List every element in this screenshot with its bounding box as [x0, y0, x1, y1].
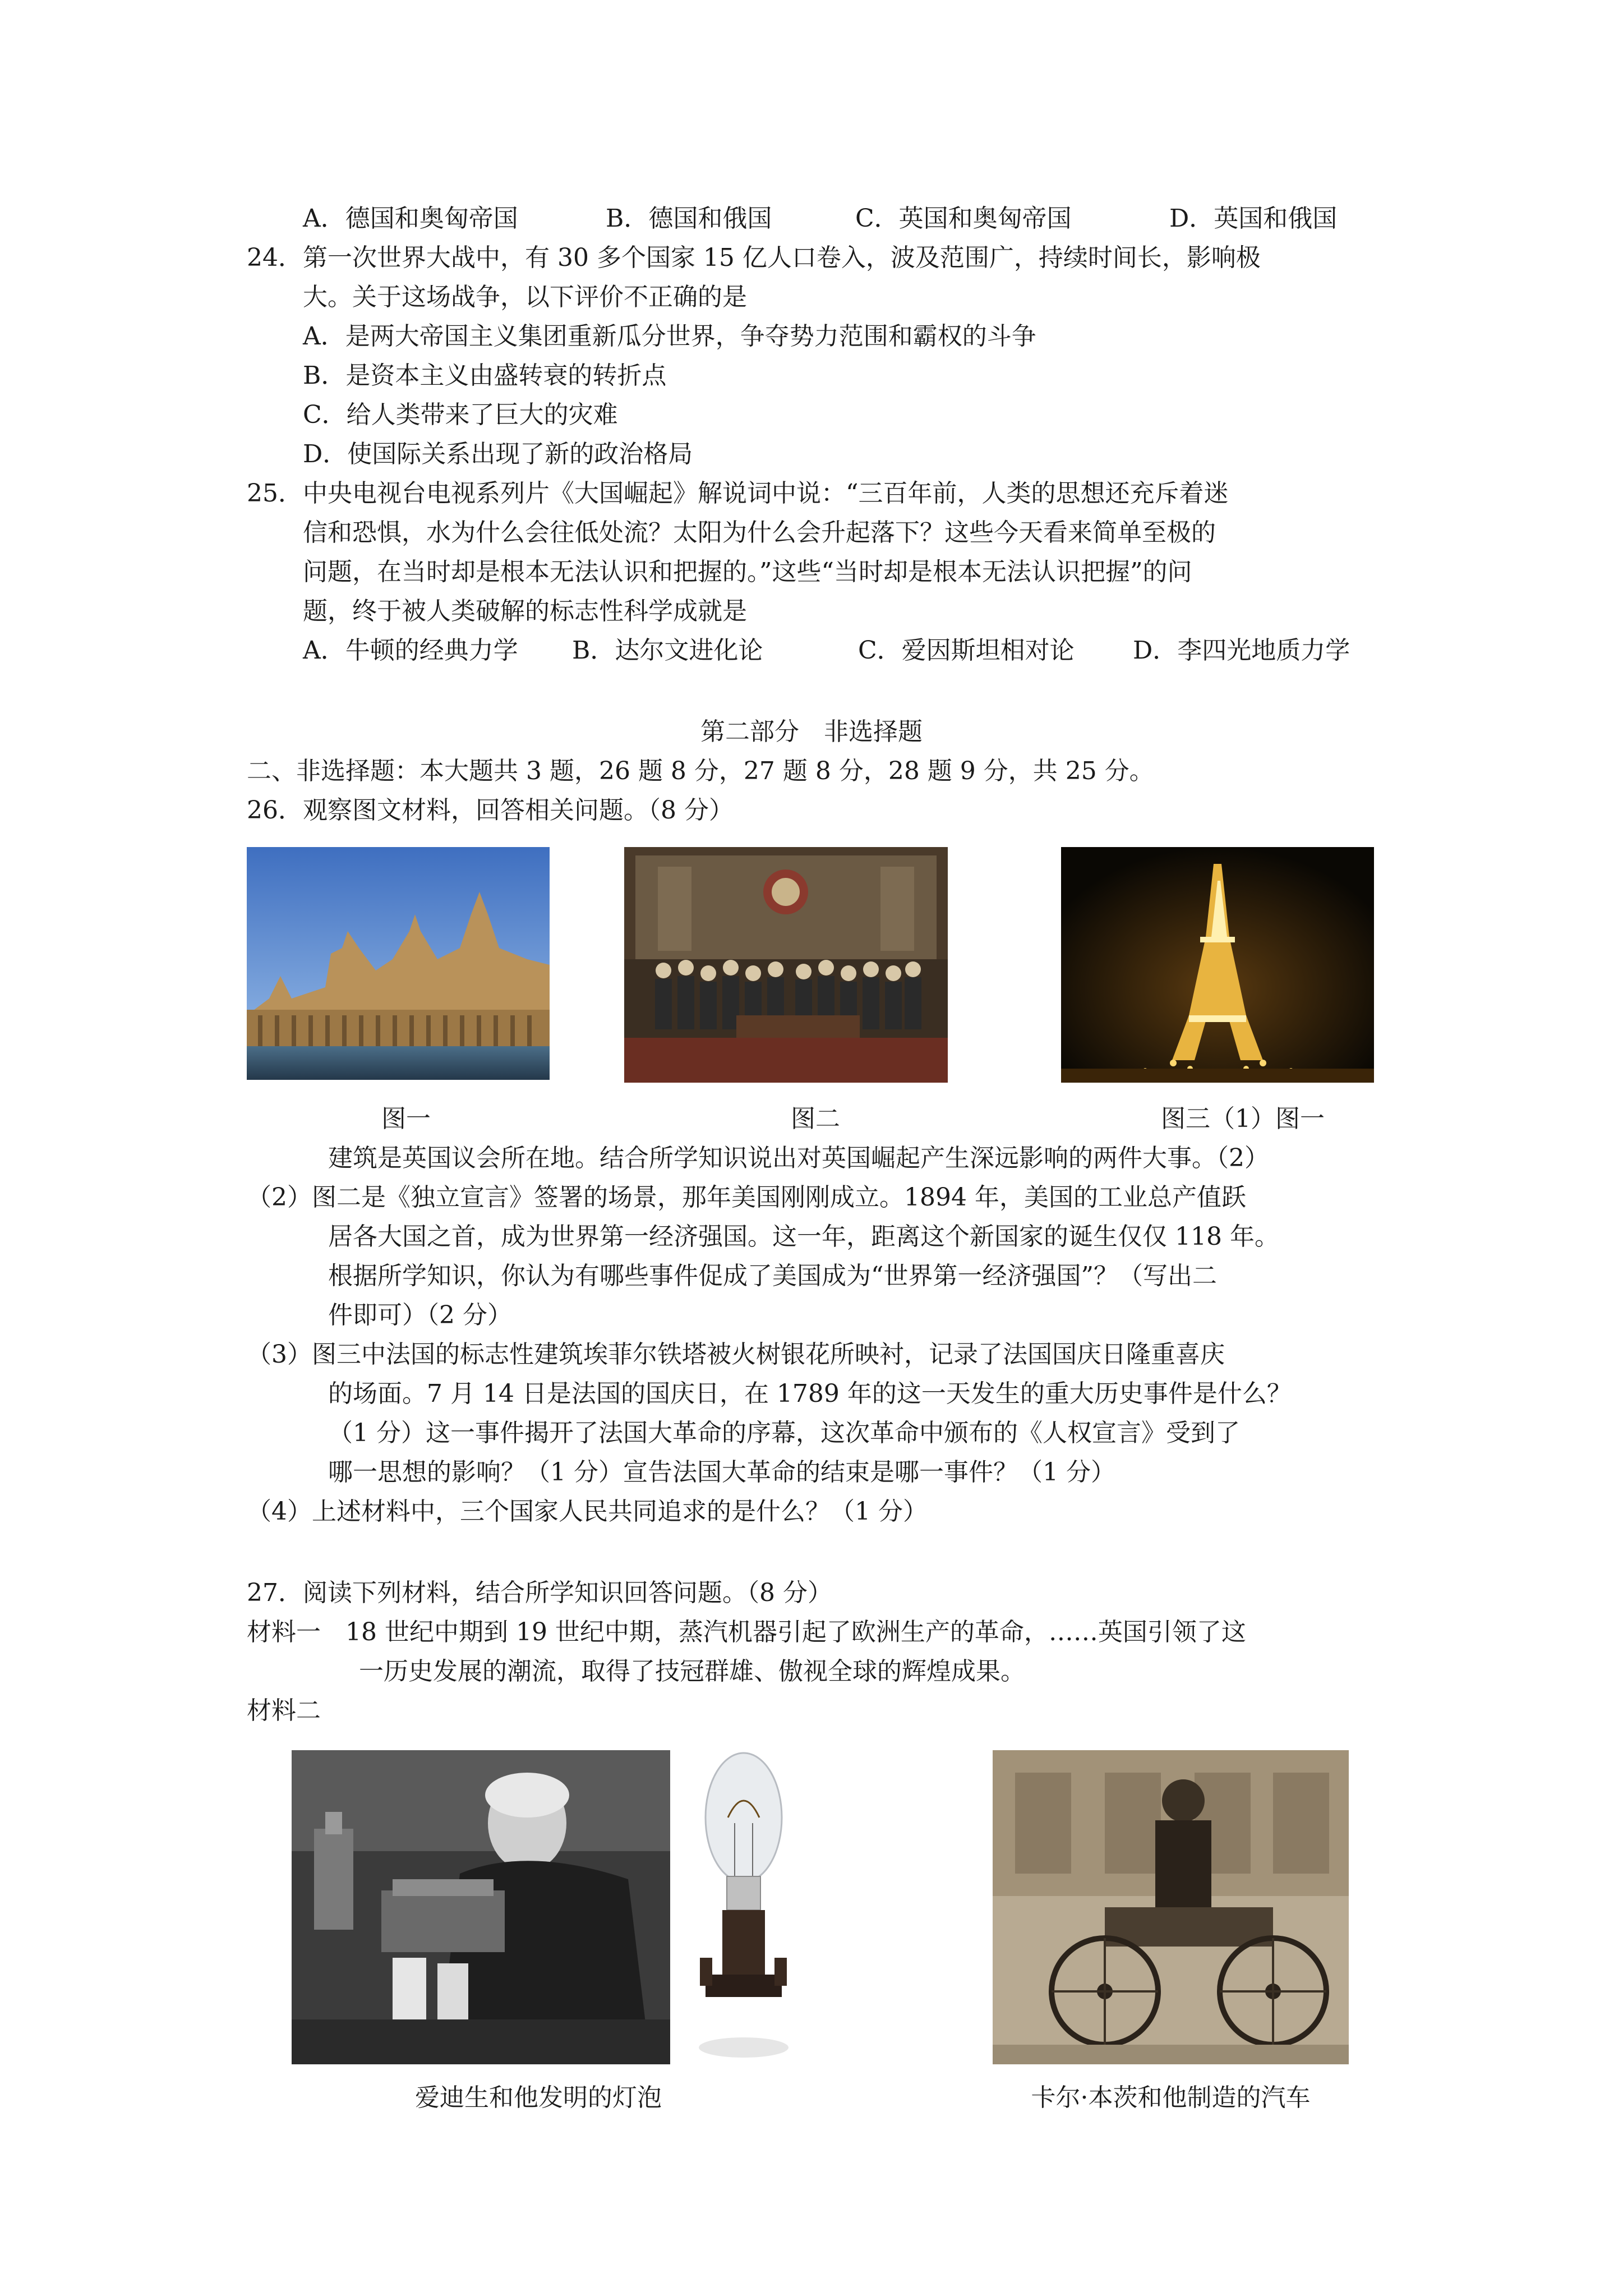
- q24-option-a: A．是两大帝国主义集团重新瓜分世界，争夺势力范围和霸权的斗争: [303, 322, 1036, 351]
- q26-line-5: 件即可）（2 分）: [328, 1301, 512, 1329]
- part2-intro: 二、非选择题：本大题共 3 题，26 题 8 分，27 题 8 分，28 题 9 分，共 25 分。: [247, 757, 1154, 785]
- light-bulb-photo: [694, 1733, 792, 2064]
- q23-option-c: C．英国和奥匈帝国: [855, 204, 1072, 233]
- q24-stem-line2: 大。关于这场战争，以下评价不正确的是: [303, 283, 747, 311]
- parliament-building-photo: [247, 847, 550, 1080]
- q27-material1-line2: 一历史发展的潮流，取得了技冠群雄、傲视全球的辉煌成果。: [359, 1657, 1025, 1686]
- benz-caption: 卡尔·本茨和他制造的汽车: [1031, 2083, 1311, 2112]
- q25-option-b: B．达尔文进化论: [572, 636, 763, 665]
- q27-material1-line1: 材料一 18 世纪中期到 19 世纪中期，蒸汽机器引起了欧洲生产的革命，……英国引领了这: [247, 1618, 1246, 1646]
- q26-line-4: 根据所学知识，你认为有哪些事件促成了美国成为“世界第一经济强国”？（写出二: [328, 1262, 1217, 1290]
- q26-line-2: （2）图二是《独立宣言》签署的场景，那年美国刚刚成立。1894 年，美国的工业总产值跃: [247, 1183, 1246, 1212]
- q26-line-3: 居各大国之首，成为世界第一经济强国。这一年，距离这个新国家的诞生仅仅 118 年。: [328, 1222, 1279, 1251]
- declaration-signing-painting: [624, 847, 948, 1083]
- figure-2-caption: 图二: [791, 1105, 840, 1133]
- q25-option-d: D．李四光地质力学: [1133, 636, 1350, 665]
- edison-photo: [292, 1750, 670, 2064]
- part2-title: 第二部分 非选择题: [700, 717, 923, 746]
- q26-line-6: （3）图三中法国的标志性建筑埃菲尔铁塔被火树银花所映衬，记录了法国国庆日隆重喜庆: [247, 1340, 1225, 1369]
- benz-car-photo: [993, 1750, 1349, 2064]
- q23-option-a: A．德国和奥匈帝国: [303, 204, 518, 233]
- figure-3-caption: 图三（1）图一: [1161, 1105, 1325, 1133]
- q23-option-b: B．德国和俄国: [606, 204, 772, 233]
- q24-option-b: B．是资本主义由盛转衰的转折点: [303, 361, 667, 390]
- q25-stem-line3: 问题，在当时却是根本无法认识和把握的。”这些“当时却是根本无法认识把握”的问: [303, 558, 1192, 586]
- q25-option-c: C．爱因斯坦相对论: [858, 636, 1075, 665]
- edison-caption: 爱迪生和他发明的灯泡: [415, 2083, 662, 2112]
- q26-line-1: 建筑是英国议会所在地。结合所学知识说出对英国崛起产生深远影响的两件大事。（2）: [328, 1144, 1269, 1172]
- q26-line-8: （1 分）这一事件揭开了法国大革命的序幕，这次革命中颁布的《人权宣言》受到了: [328, 1419, 1240, 1447]
- q26-line-7: 的场面。7 月 14 日是法国的国庆日，在 1789 年的这一天发生的重大历史事件是什么？: [328, 1379, 1292, 1408]
- figure-1-caption: 图一: [381, 1105, 431, 1133]
- q24-stem-line1: 24．第一次世界大战中，有 30 多个国家 15 亿人口卷入，波及范围广，持续时间长，影响极: [247, 243, 1261, 272]
- q24-option-d: D．使国际关系出现了新的政治格局: [303, 440, 693, 468]
- q26-line-9: 哪一思想的影响？（1 分）宣告法国大革命的结束是哪一事件？（1 分）: [328, 1458, 1115, 1487]
- q27-material2-label: 材料二: [247, 1696, 321, 1725]
- q25-stem-line4: 题，终于被人类破解的标志性科学成就是: [303, 597, 747, 625]
- q23-option-d: D．英国和俄国: [1169, 204, 1338, 233]
- q27-stem: 27．阅读下列材料，结合所学知识回答问题。（8 分）: [247, 1579, 832, 1607]
- q24-option-c: C．给人类带来了巨大的灾难: [303, 401, 618, 429]
- q25-stem-line1: 25．中央电视台电视系列片《大国崛起》解说词中说：“三百年前，人类的思想还充斥着迷: [247, 479, 1229, 508]
- q25-option-a: A．牛顿的经典力学: [303, 636, 518, 665]
- q26-stem: 26．观察图文材料，回答相关问题。（8 分）: [247, 796, 734, 825]
- q26-line-10: （4）上述材料中，三个国家人民共同追求的是什么？（1 分）: [247, 1497, 928, 1526]
- eiffel-tower-fireworks-photo: [1061, 847, 1374, 1083]
- q25-stem-line2: 信和恐惧，水为什么会往低处流？太阳为什么会升起落下？这些今天看来简单至极的: [303, 518, 1216, 547]
